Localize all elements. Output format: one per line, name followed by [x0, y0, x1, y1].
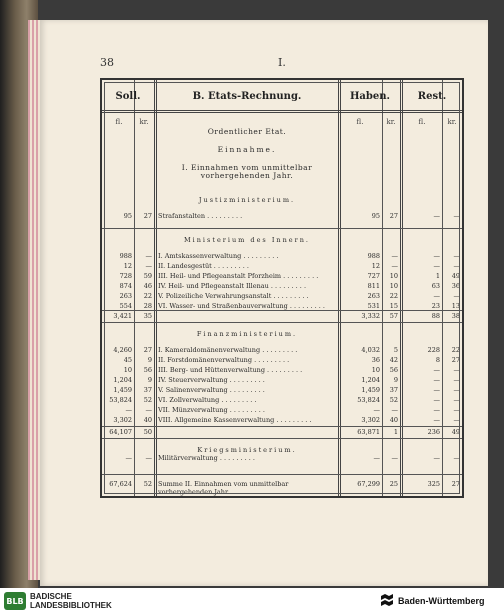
rest-kr: — — [453, 396, 460, 404]
haben-fl: 4,032 — [361, 346, 380, 354]
haben-fl: 53,824 — [357, 396, 380, 404]
haben-fl: 531 — [367, 302, 380, 310]
soll-fl: — — [125, 454, 132, 462]
haben-fl: 12 — [371, 262, 380, 270]
rest-fl: — — [433, 416, 440, 424]
ledger-table — [100, 78, 464, 498]
row-label: III. Heil- und Pflegeanstalt Pforzheim . . . . . . . . . — [158, 272, 319, 280]
soll-fl: 728 — [119, 272, 132, 280]
state-name: Baden-Württemberg — [398, 596, 485, 606]
row-label: IV. Heil- und Pflegeanstalt Illenau . . . . . . . . . — [158, 282, 307, 290]
heading-einnahme: Einnahme. — [217, 145, 277, 154]
heading-ordentlicher-etat: Ordentlicher Etat. — [207, 127, 287, 136]
rest-fl: 1 — [435, 272, 440, 280]
haben-kr: — — [391, 454, 398, 462]
rest-fl: — — [433, 252, 440, 260]
unit-rest-fl: fl. — [418, 118, 426, 126]
rest-kr: 13 — [451, 302, 460, 310]
haben-fl: 1,459 — [361, 386, 380, 394]
row-label: VI. Zollverwaltung . . . . . . . . . — [158, 396, 257, 404]
soll-fl: 988 — [119, 252, 132, 260]
section-innern: Ministerium des Innern. — [184, 236, 310, 244]
soll-fl: 45 — [123, 356, 132, 364]
haben-kr: 22 — [389, 292, 398, 300]
library-name-line1: BADISCHE — [30, 592, 72, 601]
row-label: I. Kameraldomänenverwaltung . . . . . . . . . — [158, 346, 298, 354]
rest-kr: — — [453, 416, 460, 424]
haben-fl: 67,299 — [357, 480, 380, 488]
haben-kr: 37 — [389, 386, 398, 394]
section-finanz: Finanzministerium. — [196, 330, 298, 338]
unit-rest-kr: kr. — [447, 118, 457, 126]
haben-kr: — — [391, 406, 398, 414]
soll-kr: 27 — [143, 212, 152, 220]
soll-kr: 9 — [147, 376, 152, 384]
haben-fl: — — [373, 406, 380, 414]
row-label: Summe II. Einnahmen vom unmittelbar vorhergehenden Jahr — [158, 480, 289, 496]
soll-fl: 64,107 — [109, 428, 132, 436]
unit-soll-kr: kr. — [139, 118, 149, 126]
column-header-soll: Soll. — [115, 90, 141, 102]
haben-kr: — — [391, 252, 398, 260]
rest-kr: 49 — [451, 272, 460, 280]
haben-kr: 42 — [389, 356, 398, 364]
soll-kr: 52 — [143, 480, 152, 488]
rest-kr: — — [453, 376, 460, 384]
haben-fl: 3,332 — [361, 312, 380, 320]
haben-kr: 15 — [389, 302, 398, 310]
rest-kr: — — [453, 212, 460, 220]
soll-kr: 59 — [143, 272, 152, 280]
row-label: IV. Steuerverwaltung . . . . . . . . . — [158, 376, 265, 384]
heading-einnahmen-vorjahr: I. Einnahmen vom unmittelbar vorhergehenden Jahr. — [181, 163, 313, 180]
soll-kr: 56 — [143, 366, 152, 374]
soll-fl: — — [125, 406, 132, 414]
soll-kr: 27 — [143, 346, 152, 354]
soll-fl: 95 — [123, 212, 132, 220]
rest-kr: — — [453, 454, 460, 462]
haben-kr: 25 — [389, 480, 398, 488]
row-label: I. Amtskassenverwaltung . . . . . . . . . — [158, 252, 279, 260]
haben-kr: 27 — [389, 212, 398, 220]
subtotal-rule — [102, 426, 462, 427]
haben-fl: 95 — [371, 212, 380, 220]
soll-fl: 10 — [123, 366, 132, 374]
rest-fl: 228 — [427, 346, 440, 354]
soll-kr: — — [145, 262, 152, 270]
column-header-title: B. Etats-Rechnung. — [192, 90, 302, 102]
section-krieg: Kriegsministerium. — [197, 446, 297, 454]
unit-soll-fl: fl. — [115, 118, 123, 126]
coat-of-arms-icon — [380, 593, 394, 609]
rest-fl: — — [433, 212, 440, 220]
section-number: I. — [278, 56, 286, 69]
row-label: VIII. Allgemeine Kassenverwaltung . . . . . . . . . — [158, 416, 312, 424]
row-label: Strafanstalten . . . . . . . . . — [158, 212, 243, 220]
rest-fl: — — [433, 386, 440, 394]
soll-kr: — — [145, 252, 152, 260]
soll-fl: 12 — [123, 262, 132, 270]
haben-fl: — — [373, 454, 380, 462]
soll-fl: 4,260 — [113, 346, 132, 354]
soll-fl: 874 — [119, 282, 132, 290]
rest-fl: 236 — [427, 428, 440, 436]
soll-kr: — — [145, 406, 152, 414]
haben-fl: 727 — [367, 272, 380, 280]
rest-fl: — — [433, 396, 440, 404]
soll-kr: 50 — [143, 428, 152, 436]
row-label: II. Forstdomänenverwaltung . . . . . . . . . — [158, 356, 290, 364]
row-label: III. Berg- und Hüttenverwaltung . . . . . . . . . — [158, 366, 303, 374]
soll-fl: 1,459 — [113, 386, 132, 394]
haben-kr: 5 — [393, 346, 398, 354]
haben-kr: — — [391, 262, 398, 270]
haben-kr: 52 — [389, 396, 398, 404]
rest-fl: 325 — [427, 480, 440, 488]
rest-fl: — — [433, 292, 440, 300]
haben-fl: 10 — [371, 366, 380, 374]
soll-kr: 40 — [143, 416, 152, 424]
row-label: VI. Wasser- und Straßenbauverwaltung . . . . . . . . . — [158, 302, 325, 310]
rest-kr: 22 — [451, 346, 460, 354]
rest-fl: 63 — [431, 282, 440, 290]
rest-kr: — — [453, 262, 460, 270]
soll-kr: — — [145, 454, 152, 462]
rest-kr: 38 — [451, 312, 460, 320]
haben-fl: 3,302 — [361, 416, 380, 424]
row-label: II. Landesgestüt . . . . . . . . . — [158, 262, 249, 270]
rest-kr: — — [453, 292, 460, 300]
rest-kr: — — [453, 386, 460, 394]
haben-fl: 811 — [367, 282, 380, 290]
soll-kr: 9 — [147, 356, 152, 364]
soll-fl: 1,204 — [113, 376, 132, 384]
row-label: Militärverwaltung . . . . . . . . . — [158, 454, 255, 462]
haben-kr: 10 — [389, 272, 398, 280]
rest-kr: 27 — [451, 480, 460, 488]
haben-kr: 56 — [389, 366, 398, 374]
soll-kr: 28 — [143, 302, 152, 310]
rest-fl: — — [433, 262, 440, 270]
rest-fl: — — [433, 406, 440, 414]
soll-kr: 35 — [143, 312, 152, 320]
rest-fl: 8 — [435, 356, 440, 364]
haben-kr: 9 — [393, 376, 398, 384]
page-number: 38 — [100, 56, 114, 69]
unit-haben-kr: kr. — [386, 118, 396, 126]
haben-fl: 1,204 — [361, 376, 380, 384]
rest-kr: — — [453, 366, 460, 374]
soll-fl: 3,302 — [113, 416, 132, 424]
section-justiz: Justizministerium. — [198, 196, 296, 204]
soll-kr: 46 — [143, 282, 152, 290]
soll-fl: 554 — [119, 302, 132, 310]
rest-fl: — — [433, 366, 440, 374]
rest-fl: 88 — [431, 312, 440, 320]
blb-logo: BLB — [4, 592, 26, 610]
rest-kr: — — [453, 252, 460, 260]
soll-fl: 3,421 — [113, 312, 132, 320]
haben-kr: 57 — [389, 312, 398, 320]
soll-fl: 53,824 — [109, 396, 132, 404]
library-name-line2: LANDESBIBLIOTHEK — [30, 601, 112, 610]
haben-fl: 36 — [371, 356, 380, 364]
rest-fl: 23 — [431, 302, 440, 310]
rest-fl: — — [433, 376, 440, 384]
rest-fl: — — [433, 454, 440, 462]
row-label: VII. Münzverwaltung . . . . . . . . . — [158, 406, 265, 414]
haben-fl: 988 — [367, 252, 380, 260]
soll-kr: 52 — [143, 396, 152, 404]
row-label: V. Polizeiliche Verwahrungsanstalt . . . . . . . . . — [158, 292, 309, 300]
haben-fl: 263 — [367, 292, 380, 300]
column-header-rest: Rest. — [417, 90, 447, 102]
unit-haben-fl: fl. — [356, 118, 364, 126]
rest-kr: — — [453, 406, 460, 414]
rest-kr: 36 — [451, 282, 460, 290]
soll-kr: 37 — [143, 386, 152, 394]
column-header-haben: Haben. — [349, 90, 391, 102]
soll-fl: 67,624 — [109, 480, 132, 488]
soll-fl: 263 — [119, 292, 132, 300]
haben-kr: 1 — [393, 428, 398, 436]
library-name — [30, 592, 112, 610]
haben-kr: 40 — [389, 416, 398, 424]
rest-kr: 49 — [451, 428, 460, 436]
haben-fl: 63,871 — [357, 428, 380, 436]
row-label: V. Salinenverwaltung . . . . . . . . . — [158, 386, 265, 394]
rest-kr: 27 — [451, 356, 460, 364]
subtotal-rule — [102, 310, 462, 311]
soll-kr: 22 — [143, 292, 152, 300]
haben-kr: 10 — [389, 282, 398, 290]
